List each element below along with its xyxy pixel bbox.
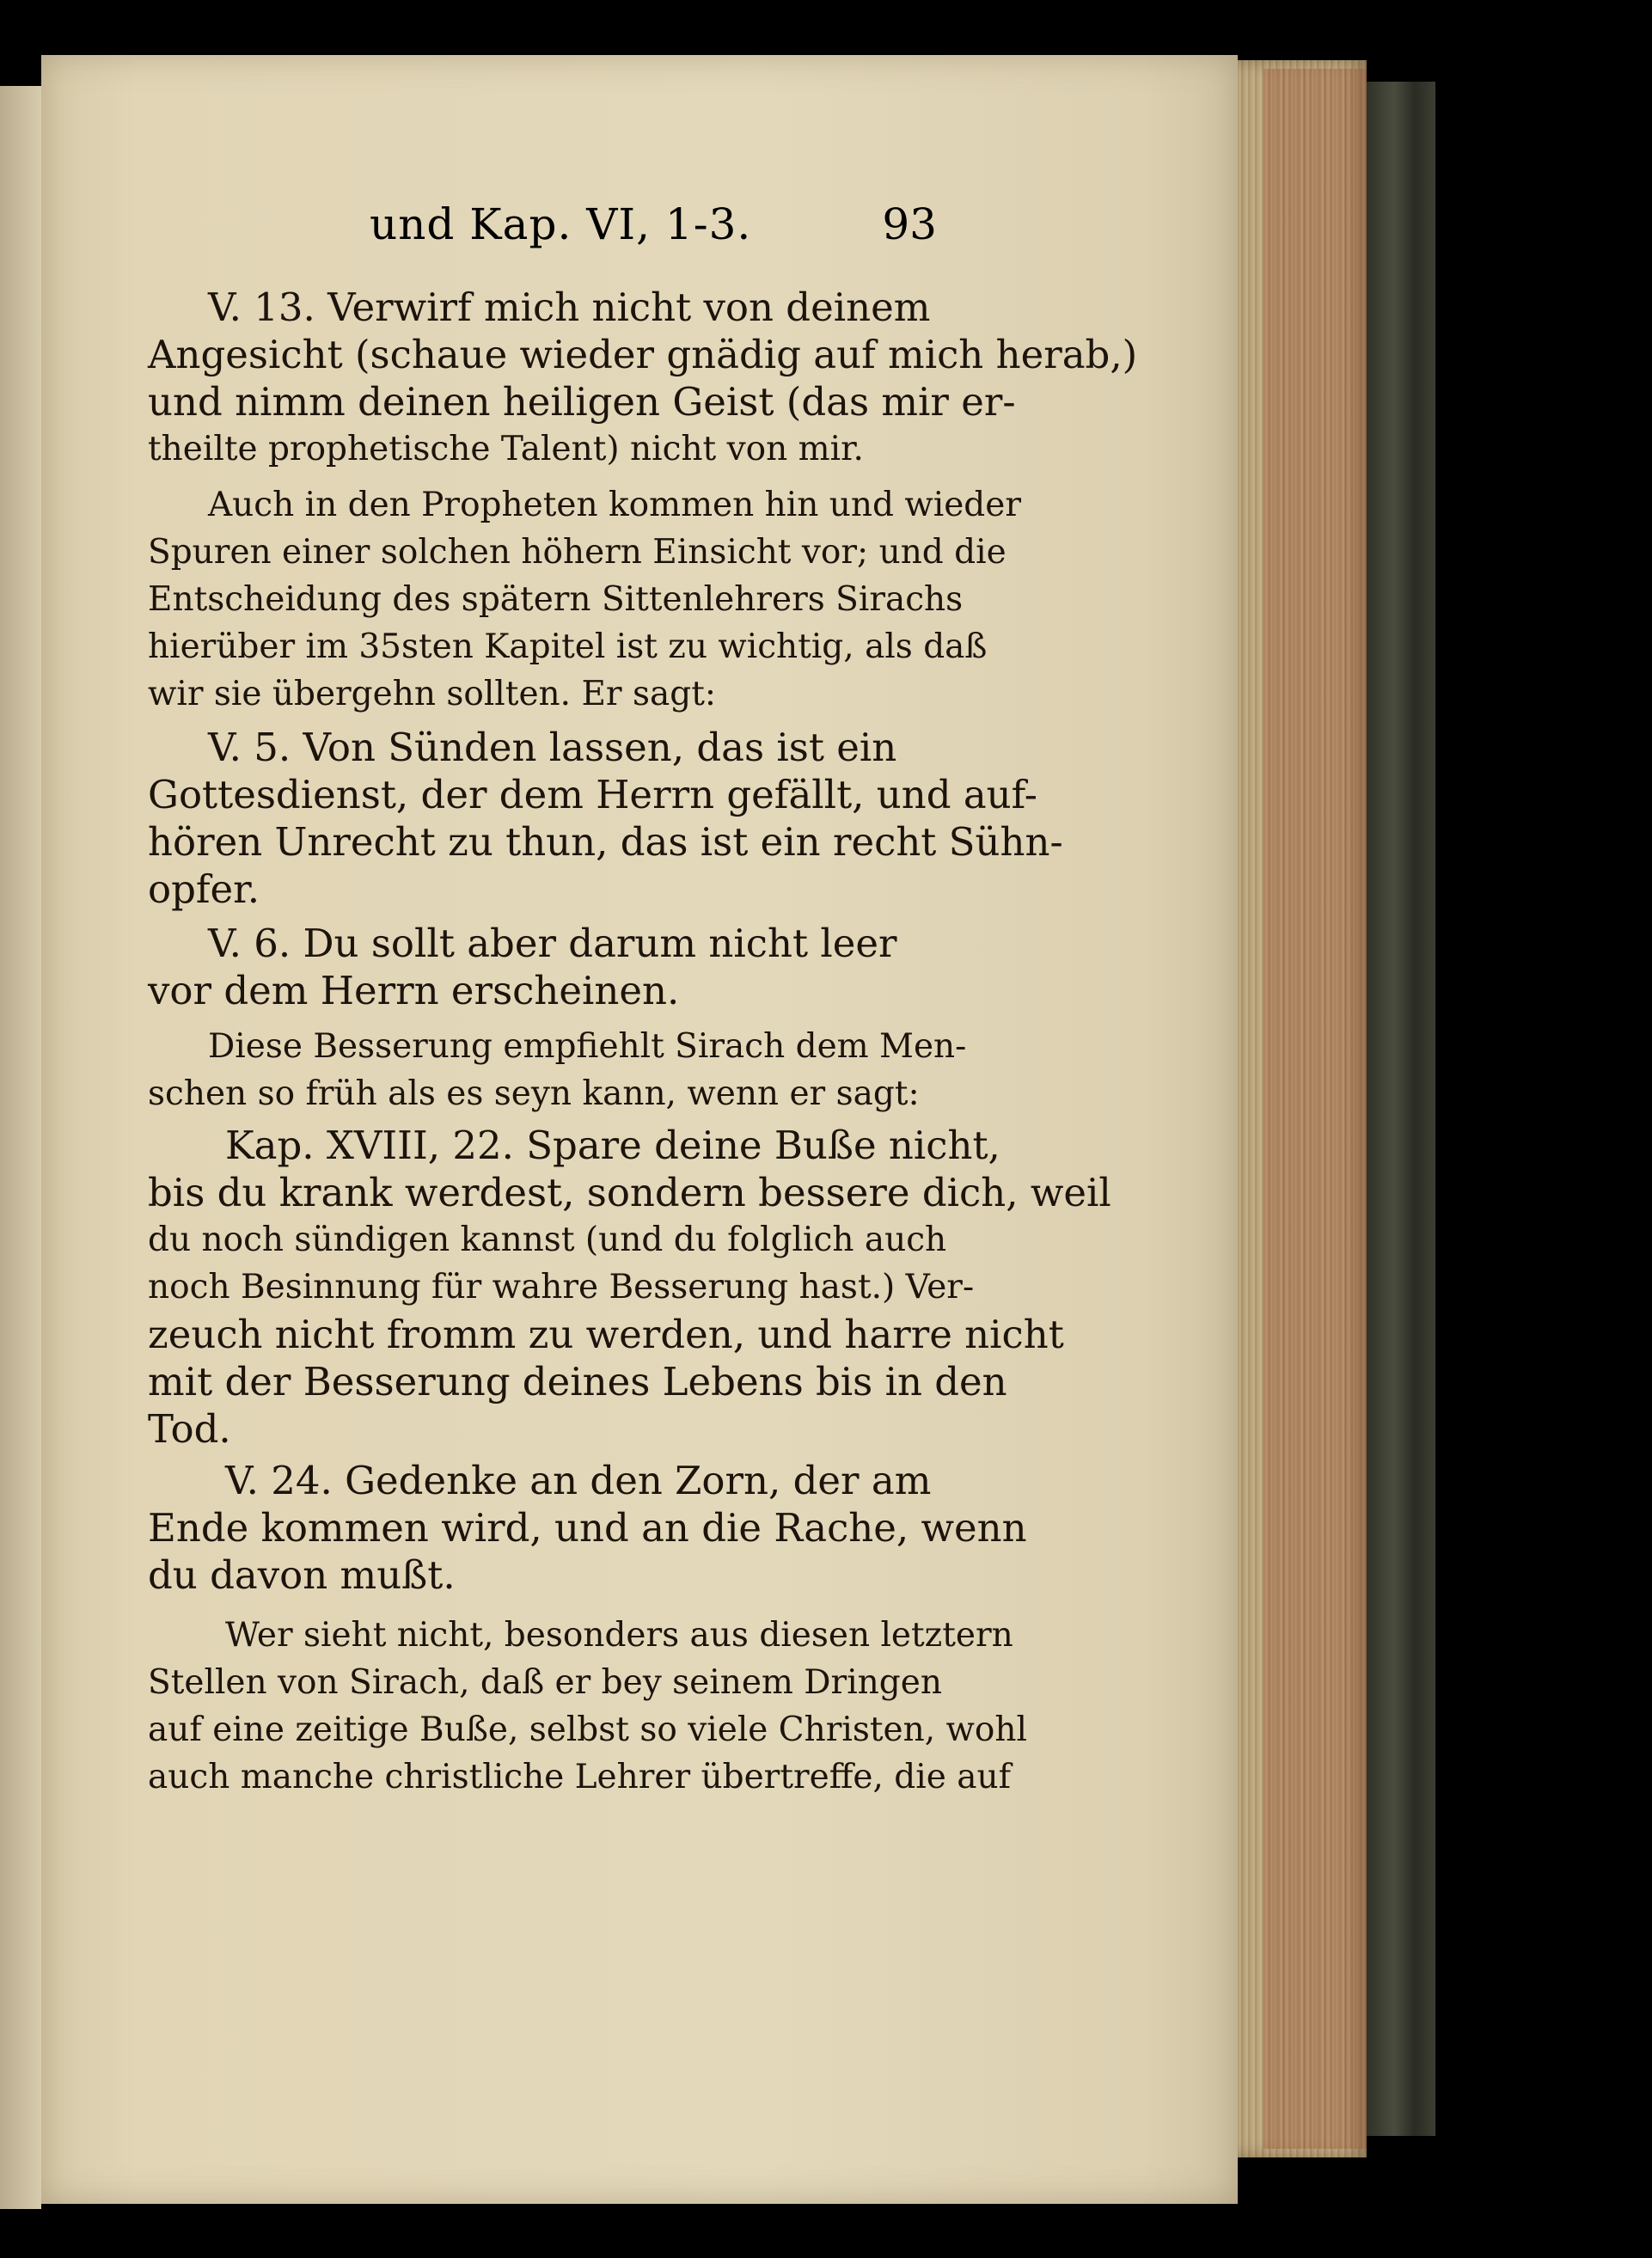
- text-line: hierüber im 35sten Kapitel ist zu wichtig, als daß: [148, 627, 988, 666]
- text-line: auf eine zeitige Buße, selbst so viele Christen, wohl: [148, 1710, 1027, 1749]
- text-line: Stellen von Sirach, daß er bey seinem Dringen: [148, 1663, 942, 1702]
- book-cover-board: [1367, 82, 1435, 2136]
- left-page-edge: [0, 86, 41, 2209]
- text-line: theilte prophetische Talent) nicht von mir.: [148, 430, 864, 468]
- text-line: noch Besinnung für wahre Besserung hast.) Ver-: [148, 1268, 975, 1306]
- text-line: und nimm deinen heiligen Geist (das mir er-: [148, 379, 1016, 425]
- text-line: V. 5. Von Sünden lassen, das ist ein: [208, 725, 897, 770]
- text-line: vor dem Herrn erscheinen.: [148, 968, 680, 1013]
- text-line: Gottesdienst, der dem Herrn gefällt, und auf-: [148, 772, 1037, 817]
- text-line: auch manche christliche Lehrer übertreffe, die auf: [148, 1758, 1012, 1796]
- text-line: zeuch nicht fromm zu werden, und harre nicht: [148, 1312, 1064, 1357]
- text-line: Kap. XVIII, 22. Spare deine Buße nicht,: [225, 1123, 1000, 1168]
- text-line: du davon mußt.: [148, 1552, 456, 1598]
- text-line: du noch sündigen kannst (und du folglich auch: [148, 1221, 947, 1259]
- text-line: Tod.: [148, 1406, 231, 1452]
- text-line: mit der Besserung deines Lebens bis in den: [148, 1359, 1007, 1404]
- text-line: Spuren einer solchen höhern Einsicht vor; und die: [148, 533, 1006, 572]
- text-line: V. 24. Gedenke an den Zorn, der am: [225, 1458, 932, 1503]
- text-line: Entscheidung des spätern Sittenlehrers Sirachs: [148, 580, 964, 619]
- text-line: wir sie übergehn sollten. Er sagt:: [148, 675, 717, 713]
- page-number: 93: [882, 199, 937, 249]
- text-line: V. 13. Verwirf mich nicht von deinem: [208, 285, 931, 330]
- book-fore-edge-tint: [1263, 69, 1367, 2149]
- text-line: V. 6. Du sollt aber darum nicht leer: [208, 921, 897, 966]
- text-line: Wer sieht nicht, besonders aus diesen letztern: [225, 1616, 1013, 1655]
- text-line: opfer.: [148, 866, 260, 912]
- text-line: Ende kommen wird, und an die Rache, wenn: [148, 1505, 1027, 1551]
- running-header: [370, 199, 937, 260]
- text-line: schen so früh als es seyn kann, wenn er sagt:: [148, 1074, 920, 1113]
- text-line: Auch in den Propheten kommen hin und wieder: [208, 486, 1021, 524]
- running-title: und Kap. VI, 1-3.: [370, 199, 752, 249]
- text-line: Angesicht (schaue wieder gnädig auf mich herab,): [148, 332, 1138, 377]
- text-line: bis du krank werdest, sondern bessere dich, weil: [148, 1170, 1111, 1215]
- text-line: Diese Besserung empfiehlt Sirach dem Men-: [208, 1027, 967, 1066]
- text-line: hören Unrecht zu thun, das ist ein recht Sühn-: [148, 819, 1063, 865]
